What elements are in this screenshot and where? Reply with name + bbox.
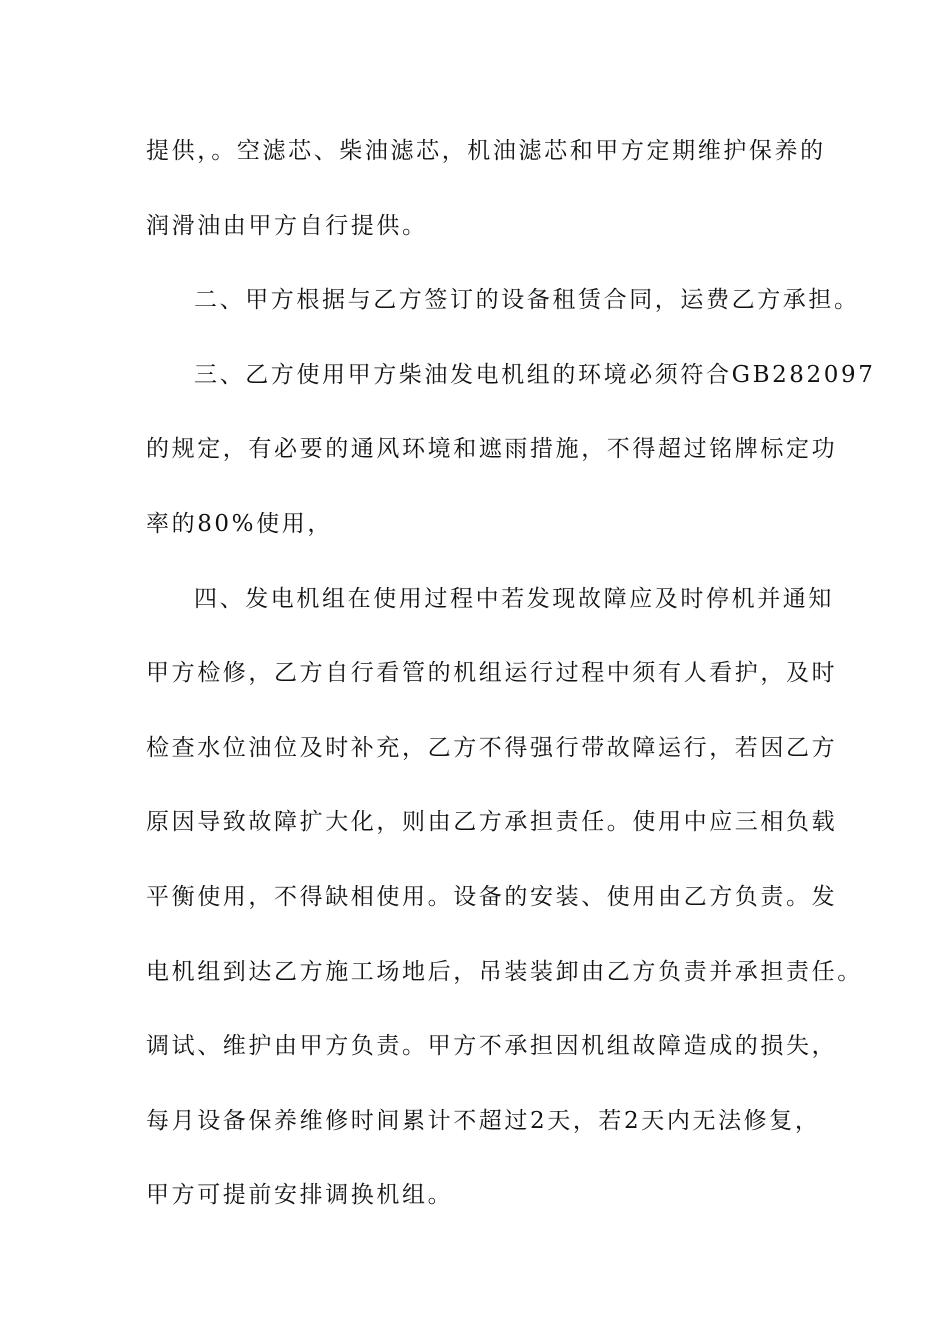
text-line: 甲方检修，乙方自行看管的机组运行过程中须有人看护，及时 — [146, 660, 838, 687]
text-line: 电机组到达乙方施工场地后，吊装装卸由乙方负责并承担责任。 — [146, 958, 863, 985]
text-line: 提供，。空滤芯、柴油滤芯，机油滤芯和甲方定期维护保养的 — [146, 138, 826, 164]
document-body — [146, 126, 876, 1245]
text-line: 调试、维护由甲方负责。甲方不承担因机组故障造成的损失， — [146, 1033, 838, 1060]
text-line: 润滑油由甲方自行提供。 — [146, 212, 428, 239]
paragraph-2-start: 二、甲方根据与乙方签订的设备租赁合同，运费乙方承担。 — [194, 287, 860, 314]
text-line: 每月设备保养维修时间累计不超过2天，若2天内无法修复， — [146, 1107, 821, 1134]
text-line: 的规定，有必要的通风环境和遮雨措施，不得超过铭牌标定功 — [146, 436, 838, 463]
text-line: 平衡使用，不得缺相使用。设备的安装、使用由乙方负责。发 — [146, 883, 838, 910]
text-line: 原因导致故障扩大化，则由乙方承担责任。使用中应三相负载 — [146, 809, 838, 836]
text-line: 甲方可提前安排调换机组。 — [146, 1182, 454, 1209]
paragraph-3-start: 三、乙方使用甲方柴油发电机组的环境必须符合GB282097 — [194, 361, 876, 388]
paragraph-4-start: 四、发电机组在使用过程中若发现故障应及时停机并通知 — [194, 585, 834, 612]
text-line: 率的80%使用， — [146, 510, 333, 537]
text-line: 检查水位油位及时补充，乙方不得强行带故障运行，若因乙方 — [146, 734, 838, 761]
